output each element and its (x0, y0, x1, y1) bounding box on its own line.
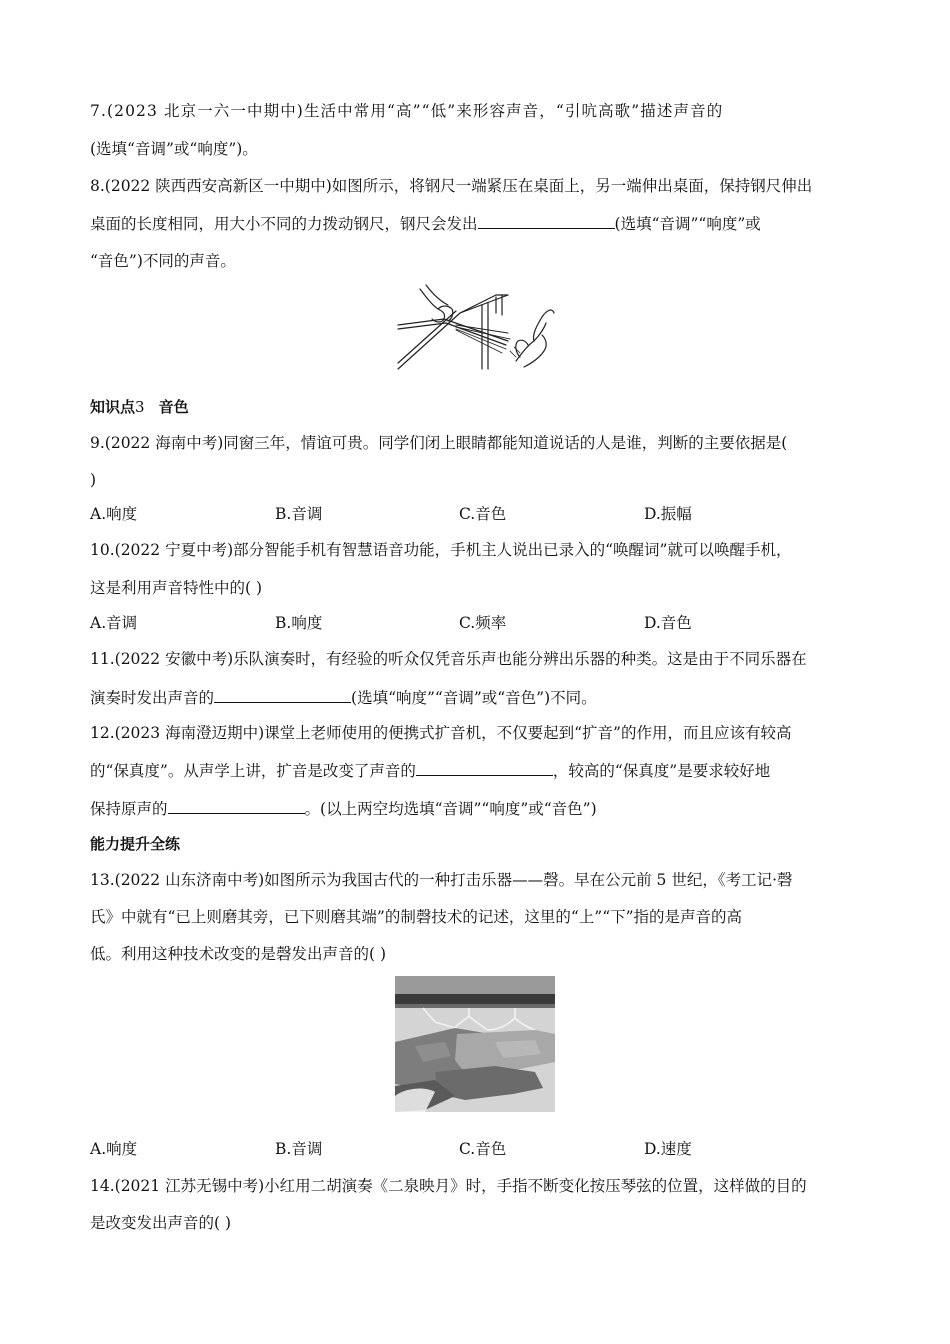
q13-option-b[interactable]: B.音调 (275, 1140, 323, 1158)
stone-chime-photo (395, 976, 555, 1112)
q12-line2-pre: 的“保真度”。从声学上讲，扩音是改变了声音的 (90, 762, 416, 780)
q13-line2: 氏》中就有“已上则磨其旁，已下则磨其端”的制磬技术的记述，这里的“上”“下”指的是声音的高 (90, 908, 743, 926)
steel-ruler-figure (396, 283, 556, 371)
q11-answer-blank[interactable] (214, 686, 351, 703)
q12-answer-blank-1[interactable] (416, 759, 553, 776)
q12-line2-post: ，较高的“保真度”是要求较好地 (552, 762, 771, 780)
q8-line2-pre: 桌面的长度相同，用大小不同的力拨动钢尺，钢尺会发出 (90, 215, 478, 233)
section-label: 知识点 (90, 398, 136, 416)
q10-option-d[interactable]: D.音色 (644, 614, 692, 632)
q8-line2-post: (选填“音调”“响度”或 (614, 215, 761, 233)
q13-option-c[interactable]: C.音色 (459, 1140, 507, 1158)
q10-option-b[interactable]: B.响度 (275, 614, 323, 632)
q8-line2 (90, 212, 761, 235)
q14-line1: 14.(2021 江苏无锡中考)小红用二胡演奏《二泉映月》时，手指不断变化按压琴弦的位置，这样做的目的 (90, 1177, 807, 1195)
q7-line2 (90, 138, 258, 160)
q12-line3-post: 。(以上两空均选填“音调”“响度”或“音色”) (304, 800, 597, 818)
q11-line2 (90, 686, 597, 709)
q11-line2-post: (选填“响度”“音调”或“音色”)不同。 (351, 689, 597, 707)
q12-answer-blank-2[interactable] (168, 797, 305, 814)
q12-line3 (90, 797, 597, 820)
q12-line1: 12.(2023 海南澄迈期中)课堂上老师使用的便携式扩音机，不仅要起到“扩音”的作用，而且应该有较高 (90, 724, 792, 742)
q10-line1: 10.(2022 宁夏中考)部分智能手机有智慧语音功能，手机主人说出已录入的“唤醒词”就可以唤醒手机， (90, 541, 792, 559)
q9-option-b[interactable]: B.音调 (275, 505, 323, 523)
q9-option-d[interactable]: D.振幅 (644, 505, 692, 523)
section-heading-ability: 能力提升全练 (90, 835, 181, 853)
q9-line1: 9.(2022 海南中考)同窗三年，情谊可贵。同学们闭上眼睛都能知道说话的人是谁，判断的主要依据是( (90, 434, 788, 452)
q12-line2 (90, 759, 770, 782)
q14-line2: 是改变发出声音的( ) (90, 1214, 232, 1232)
q13-line3: 低。利用这种技术改变的是磬发出声音的( ) (90, 945, 387, 963)
q8-line3: “音色”)不同的声音。 (90, 252, 236, 270)
q7-line2-text: (选填“音调”或“响度”)。 (90, 140, 258, 158)
section-number: 3 (135, 398, 145, 416)
q9-option-a[interactable]: A.响度 (90, 505, 138, 523)
q13-option-d[interactable]: D.速度 (644, 1140, 692, 1158)
q8-answer-blank[interactable] (478, 212, 615, 229)
q9-line2: ) (90, 471, 97, 489)
q13-line1: 13.(2022 山东济南中考)如图所示为我国古代的一种打击乐器——磬。早在公元前 5 世纪，《考工记·磬 (90, 871, 793, 889)
q11-line2-pre: 演奏时发出声音的 (90, 689, 215, 707)
q11-line1: 11.(2022 安徽中考)乐队演奏时，有经验的听众仅凭音乐声也能分辨出乐器的种类。这是由于不同乐器在 (90, 650, 807, 668)
section-title: 音色 (158, 398, 189, 416)
q7-line1: 7.(2023 北京一六一中期中)生活中常用“高”“低”来形容声音，“引吭高歌”描述声音的 (90, 102, 724, 120)
q10-option-c[interactable]: C.频率 (459, 614, 507, 632)
q8-line1: 8.(2022 陕西西安高新区一中期中)如图所示，将钢尺一端紧压在桌面上，另一端伸出桌面，保持钢尺伸出 (90, 177, 813, 195)
q10-option-a[interactable]: A.音调 (90, 614, 138, 632)
q12-line3-pre: 保持原声的 (90, 800, 168, 818)
q9-option-c[interactable]: C.音色 (459, 505, 507, 523)
q10-line2: 这是利用声音特性中的( ) (90, 579, 263, 597)
section-heading-3 (90, 396, 189, 418)
q13-option-a[interactable]: A.响度 (90, 1140, 138, 1158)
